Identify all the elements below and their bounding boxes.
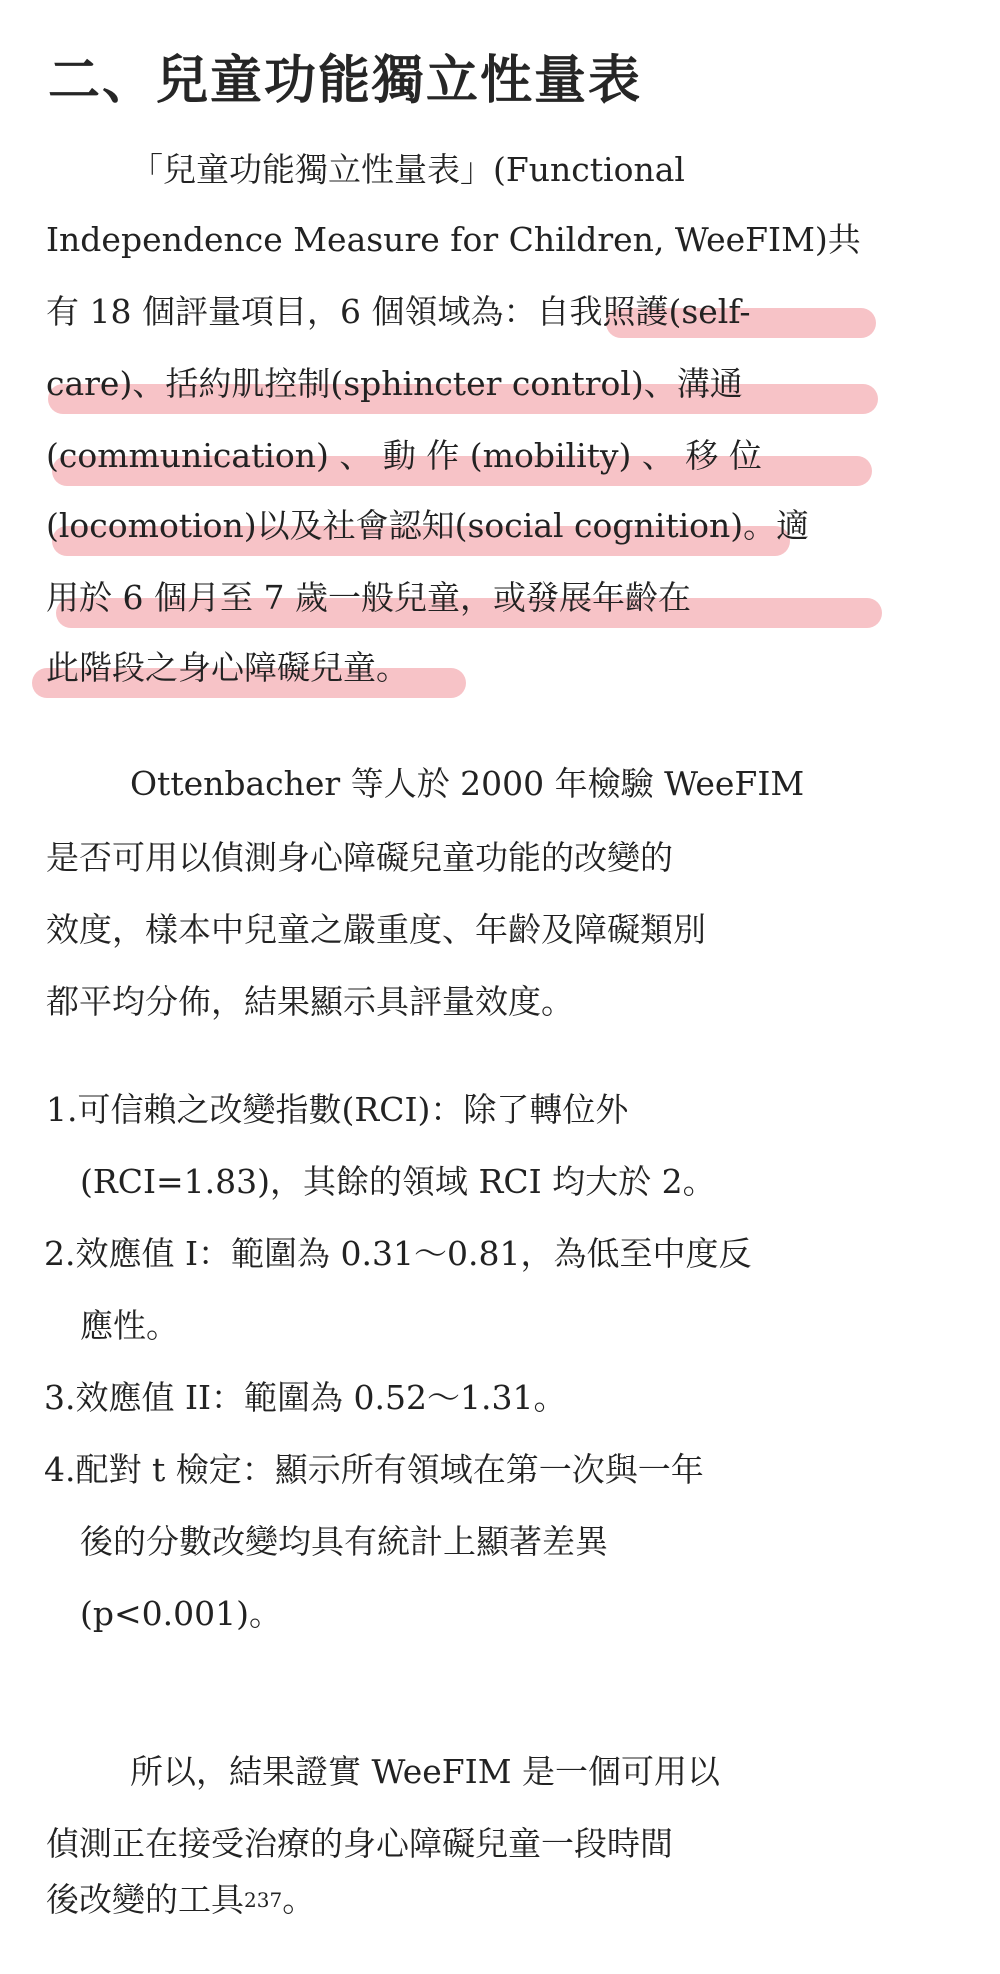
text: (communication) 、 動 作 (mobility) 、 移 位 bbox=[46, 436, 762, 475]
text: (p<0.001)。 bbox=[80, 1594, 282, 1633]
list-item bbox=[44, 1378, 864, 1418]
text: 應性。 bbox=[80, 1306, 179, 1345]
list-item bbox=[44, 1234, 866, 1274]
list-item-continuation bbox=[80, 1306, 900, 1346]
text: (RCI=1.83)，其餘的領域 RCI 均大於 2。 bbox=[80, 1162, 716, 1201]
text: 4.配對 t 檢定：顯示所有領域在第一次與一年 bbox=[44, 1450, 704, 1489]
paragraph-line bbox=[46, 436, 866, 476]
paragraph-line: 後改變的工具 237 。 bbox=[46, 1880, 316, 1919]
list-item-continuation bbox=[80, 1162, 820, 1202]
section-heading: 二、兒童功能獨立性量表 bbox=[48, 51, 643, 111]
text: 「兒童功能獨立性量表」(Functional bbox=[130, 150, 685, 189]
paragraph-line bbox=[130, 764, 866, 804]
text: 後改變的工具 bbox=[46, 1880, 244, 1919]
paragraph-line bbox=[46, 982, 866, 1022]
paragraph-line bbox=[46, 506, 866, 546]
text: 是否可用以偵測身心障礙兒童功能的改變的 bbox=[46, 838, 673, 877]
text: 後的分數改變均具有統計上顯著差異 bbox=[80, 1522, 608, 1561]
list-item bbox=[46, 1090, 866, 1130]
paragraph-line bbox=[46, 578, 866, 618]
paragraph-line bbox=[46, 364, 866, 404]
text: 用於 6 個月至 7 歲一般兒童，或發展年齡在 bbox=[46, 578, 691, 617]
text: 偵測正在接受治療的身心障礙兒童一段時間 bbox=[46, 1824, 673, 1863]
text: 效度，樣本中兒童之嚴重度、年齡及障礙類別 bbox=[46, 910, 706, 949]
paragraph-line bbox=[46, 1824, 866, 1864]
text: 此階段之身心障礙兒童。 bbox=[46, 648, 409, 687]
paragraph-line bbox=[46, 648, 866, 688]
paragraph-line bbox=[130, 150, 866, 190]
text: 所以，結果證實 WeeFIM 是一個可用以 bbox=[130, 1752, 720, 1791]
paragraph-line bbox=[46, 838, 866, 878]
paragraph-line bbox=[46, 292, 866, 332]
paragraph-line bbox=[46, 910, 866, 950]
text: 3.效應值 II：範圍為 0.52～1.31。 bbox=[44, 1378, 567, 1417]
list-item-continuation bbox=[80, 1522, 866, 1562]
text: 有 18 個評量項目，6 個領域為：自我照護(self- bbox=[46, 292, 751, 331]
paragraph-line bbox=[46, 220, 866, 260]
text: 。 bbox=[282, 1880, 316, 1919]
text: 1.可信賴之改變指數(RCI)：除了轉位外 bbox=[46, 1090, 629, 1129]
text: 都平均分佈，結果顯示具評量效度。 bbox=[46, 982, 574, 1021]
text: care)、括約肌控制(sphincter control)、溝通 bbox=[46, 364, 743, 403]
paragraph-line bbox=[130, 1752, 866, 1792]
list-item-continuation bbox=[80, 1594, 900, 1634]
text: Ottenbacher 等人於 2000 年檢驗 WeeFIM bbox=[130, 764, 805, 803]
list-item bbox=[44, 1450, 866, 1490]
text: (locomotion)以及社會認知(social cognition)。適 bbox=[46, 506, 810, 545]
text: 2.效應值 I：範圍為 0.31～0.81，為低至中度反 bbox=[44, 1234, 752, 1273]
text: Independence Measure for Children, WeeFIM)共 bbox=[46, 220, 861, 259]
